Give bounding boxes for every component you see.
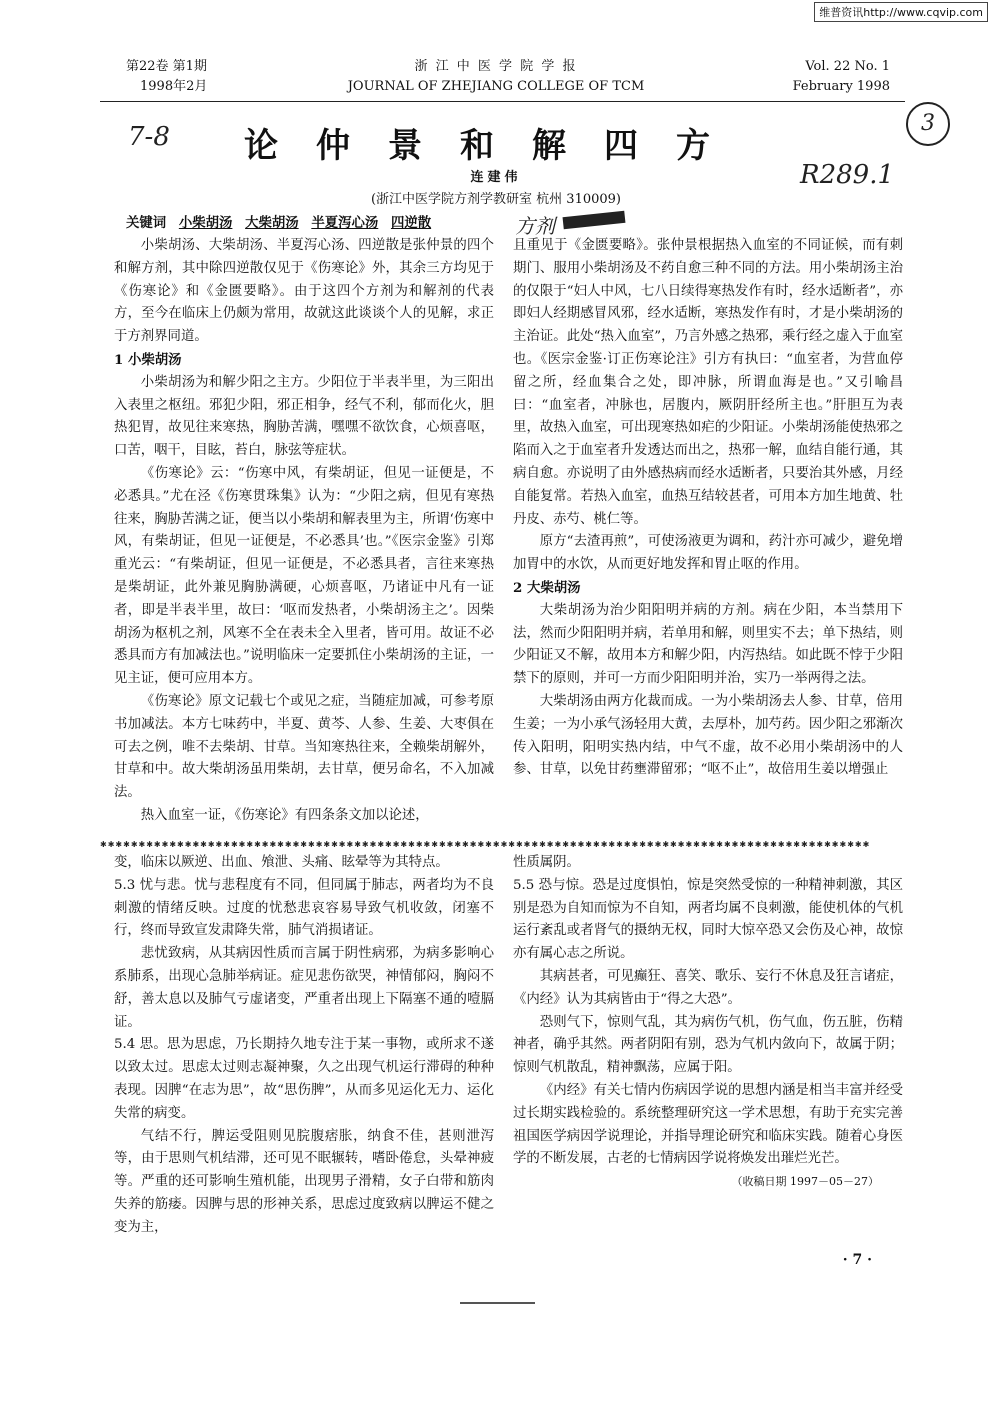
header-rule: [100, 101, 905, 102]
journal-name-en: JOURNAL OF ZHEJIANG COLLEGE OF TCM: [347, 79, 645, 94]
paragraph: 原方“去渣再煎”，可使汤液更为调和，药汁亦可减少，避免增加胃中的水饮，从而更好地发挥和胃止呕的作用。: [513, 534, 903, 573]
handwritten-page-ref: 7-8: [128, 122, 170, 152]
paragraph: 性质属阴。: [513, 855, 580, 870]
keyword-3: 半夏泻心汤: [311, 215, 379, 231]
paragraph: 气结不行，脾运受阻则见脘腹痞胀，纳食不佳，甚则泄泻等，由于思则气机结滞，还可见不眠辗转，嗜卧倦怠，头晕神疲等。严重的还可影响生殖机能，出现男子滑精，女子白带和筋肉失养的筋痿。因脾与思的形神关系，思虑过度致病以脾运不健之变为主，: [114, 1128, 494, 1235]
affiliation: (浙江中医学院方剂学教研室 杭州 310009): [370, 192, 622, 207]
paragraph: 且重见于《金匮要略》。张仲景根据热入血室的不同证候，而有刺期门、服用小柴胡汤及不药自愈三种不同的方法。用小柴胡汤主治的仅限于“妇人中风，七八日续得寒热发作有时，经水适断者”，亦即妇人经期感冒风邪，经水适断，寒热发作有时，才是小柴胡汤的主治证。此处“热入血室”，乃言外感之热邪，乘行经之虚入于血室也。《医宗金鉴·订正伤寒论注》引方有执曰：“血室者，为营血停留之所，经血集合之处，即冲脉，所谓血海是也。”又引喻昌曰：“血室者，冲脉也，居腹内，厥阴肝经所主也。”肝胆互为表里，故热入血室，可出现寒热如疟的少阳证。小柴胡汤能使热邪之陷而入之于血室者升发透达而出之，热邪一解，血结自能行通，其病自愈。亦说明了由外感热病而经水适断者，只要治其外感，月经自能复常。若热入血室，血热互结较甚者，可用本方加生地黄、牡丹皮、赤芍、桃仁等。: [513, 238, 903, 527]
paragraph: 大柴胡汤由两方化裁而成。一为小柴胡汤去人参、甘草，倍用生姜；一为小承气汤轻用大黄，去厚朴，加芍药。因少阳之邪渐次传入阳明，阳明实热内结，中气不虚，故不必用小柴胡汤中的人参、甘草，以免甘药壅滞留邪；“呕不止”，故倍用生姜以增强止: [513, 693, 903, 778]
paragraph: 变，临床以厥逆、出血、飧泄、头痛、眩晕等为其特点。: [114, 855, 449, 870]
paragraph: 5.4 思。思为思虑，乃长期持久地专注于某一事物，或所求不遂以致太过。思虑太过则志凝神聚，久之出现气机运行滞碍的种种表现。因脾“在志为思”，故“思伤脾”，从而多见运化无力、运化失常的病变。: [114, 1037, 494, 1121]
keyword-4: 四逆散: [390, 215, 432, 231]
handwritten-circle-number: 3: [906, 102, 950, 146]
handwritten-class-code: R289.1: [800, 160, 895, 190]
article-title: 论仲景和解四方: [244, 126, 748, 166]
author: 连建伟: [470, 170, 522, 185]
paragraph: 大柴胡汤为治少阳阳明并病的方剂。病在少阳，本当禁用下法，然而少阳阳明并病，若单用和解，则里实不去；单下热结，则少阳证又不解，故用本方和解少阳，内泻热结。如此既不悖于少阳禁下的原则，并可一方而少阳阳明并治，实乃一举两得之法。: [513, 602, 903, 687]
paragraph: 恐则气下，惊则气乱，其为病伤气机，伤气血，伤五脏，伤精神者，确乎其然。两者阴阳有别，恐为气机内敛向下，故属于阴；惊则气机散乱，精神飘荡，应属于阳。: [513, 1014, 903, 1076]
lower-right-column: [513, 852, 903, 1194]
watermark: 维普资讯http://www.cqvip.com: [814, 2, 988, 22]
section-heading: 1 小柴胡汤: [114, 351, 182, 368]
received-date: （收稿日期 1997－05－27）: [731, 1175, 879, 1189]
publication-date: 1998年2月: [140, 79, 208, 94]
lower-left-column: [114, 852, 494, 1240]
paragraph: 小柴胡汤为和解少阳之主方。少阳位于半表半里，为三阳出入表里之枢纽。邪犯少阳，邪正相争，经气不利，郁而化火，胆热犯胃，故见往来寒热，胸胁苦满，嘿嘿不欲饮食，心烦喜呕，口苦，咽干，目眩，苔白，脉弦等症状。: [114, 374, 494, 459]
upper-left-column: [114, 235, 494, 828]
date-en: February 1998: [792, 79, 890, 94]
article-divider: ✱✱✱✱✱✱✱✱✱✱✱✱✱✱✱✱✱✱✱✱✱✱✱✱✱✱✱✱✱✱✱✱✱✱✱✱✱✱✱✱✱✱✱✱✱✱✱✱✱✱✱✱✱✱✱✱✱✱✱✱✱✱✱✱✱✱✱✱✱✱✱✱✱✱✱✱✱✱✱✱✱✱✱✱✱✱✱✱✱✱✱✱✱✱✱✱✱✱✱✱: [100, 841, 871, 849]
volume-en: Vol. 22 No. 1: [805, 59, 890, 74]
keyword-1: 小柴胡汤: [178, 215, 233, 231]
scan-artifact: [460, 1302, 535, 1304]
paragraph: 《伤寒论》原文记载七个或见之症，当随症加减，可参考原书加减法。本方七味药中，半夏、黄芩、人参、生姜、大枣俱在可去之例，唯不去柴胡、甘草。当知寒热往来，全赖柴胡解外，甘草和中。故大柴胡汤虽用柴胡，去甘草，便另命名，不入加减法。: [114, 693, 494, 801]
paragraph: 小柴胡汤、大柴胡汤、半夏泻心汤、四逆散是张仲景的四个和解方剂，其中除四逆散仅见于《伤寒论》外，其余三方均见于《伤寒论》和《金匮要略》。由于这四个方剂为和解剂的代表方，至今在临床上仍颇为常用，故就这此谈谈个人的见解，求正于方剂界同道。: [114, 238, 494, 345]
paragraph: 5.5 恐与惊。恐是过度惧怕，惊是突然受惊的一种精神刺激，其区别是恐为自知而惊为不自知，两者均属不良刺激，能使机体的气机运行紊乱或者肾气的摄纳无权，同时大惊卒恐又会伤及心神，故惊亦有属心志之所说。: [513, 877, 903, 962]
volume-issue: 第22卷 第1期: [126, 59, 207, 74]
paragraph: 《伤寒论》云：“伤寒中风，有柴胡证，但见一证便是，不必悉具。”尤在泾《伤寒贯珠集》认为：“少阳之病，但见有寒热往来，胸胁苦满之证，便当以小柴胡和解表里为主，所谓‘伤寒中风，有柴胡证，但见一证便是，不必悉具’也。”《医宗金鉴》引郑重光云：“有柴胡证，但见一证便是，不必悉具者，言往来寒热是柴胡证，此外兼见胸胁满硬，心烦喜呕，乃诸证中凡有一证者，即是半表半里，故曰：‘呕而发热者，小柴胡汤主之’。因柴胡汤为枢机之剂，风寒不全在表未全入里者，皆可用。故证不必悉具而方有加减法也。”说明临床一定要抓住小柴胡汤的主证，一见主证，便可应用本方。: [114, 465, 494, 687]
journal-name-cn: 浙 江 中 医 学 院 学 报: [414, 59, 578, 74]
keyword-2: 大柴胡汤: [245, 215, 299, 231]
paragraph: 《内经》有关七情内伤病因学说的思想内涵是相当丰富并经受过长期实践检验的。系统整理研究这一学术思想，有助于充实完善祖国医学病因学说理论，并指导理论研究和临床实践。随着心身医学的不断发展，古老的七情病因学说将焕发出璀烂光芒。: [513, 1082, 903, 1167]
paragraph: 悲忧致病，从其病因性质而言属于阴性病邪，为病多影响心系肺系，出现心急肺举病证。症见悲伤欲哭，神情郁闷，胸闷不舒，善太息以及肺气亏虚诸变，严重者出现上下隔塞不通的噎膈证。: [114, 946, 494, 1030]
handwritten-scribble: [563, 211, 626, 229]
page-number: · 7 ·: [842, 1252, 872, 1268]
upper-right-column: [513, 235, 903, 782]
paragraph: 热入血室一证，《伤寒论》有四条条文加以论述，: [140, 807, 429, 823]
section-heading: 2 大柴胡汤: [513, 579, 581, 596]
handwritten-side-note: 方剂: [515, 214, 555, 238]
paragraph: 5.3 忧与悲。忧与悲程度有不同，但同属于肺志，两者均为不良刺激的情绪反映。过度的忧愁悲哀容易导致气机收敛，闭塞不行，终而导致宣发肃降失常，肺气消损诸证。: [114, 877, 494, 939]
paragraph: 其病甚者，可见癫狂、喜笑、歌乐、妄行不休息及狂言诸症，《内经》认为其病皆由于“得之大恐”。: [513, 968, 903, 1007]
keywords: [126, 212, 506, 235]
keywords-label: 关键词: [126, 215, 167, 231]
